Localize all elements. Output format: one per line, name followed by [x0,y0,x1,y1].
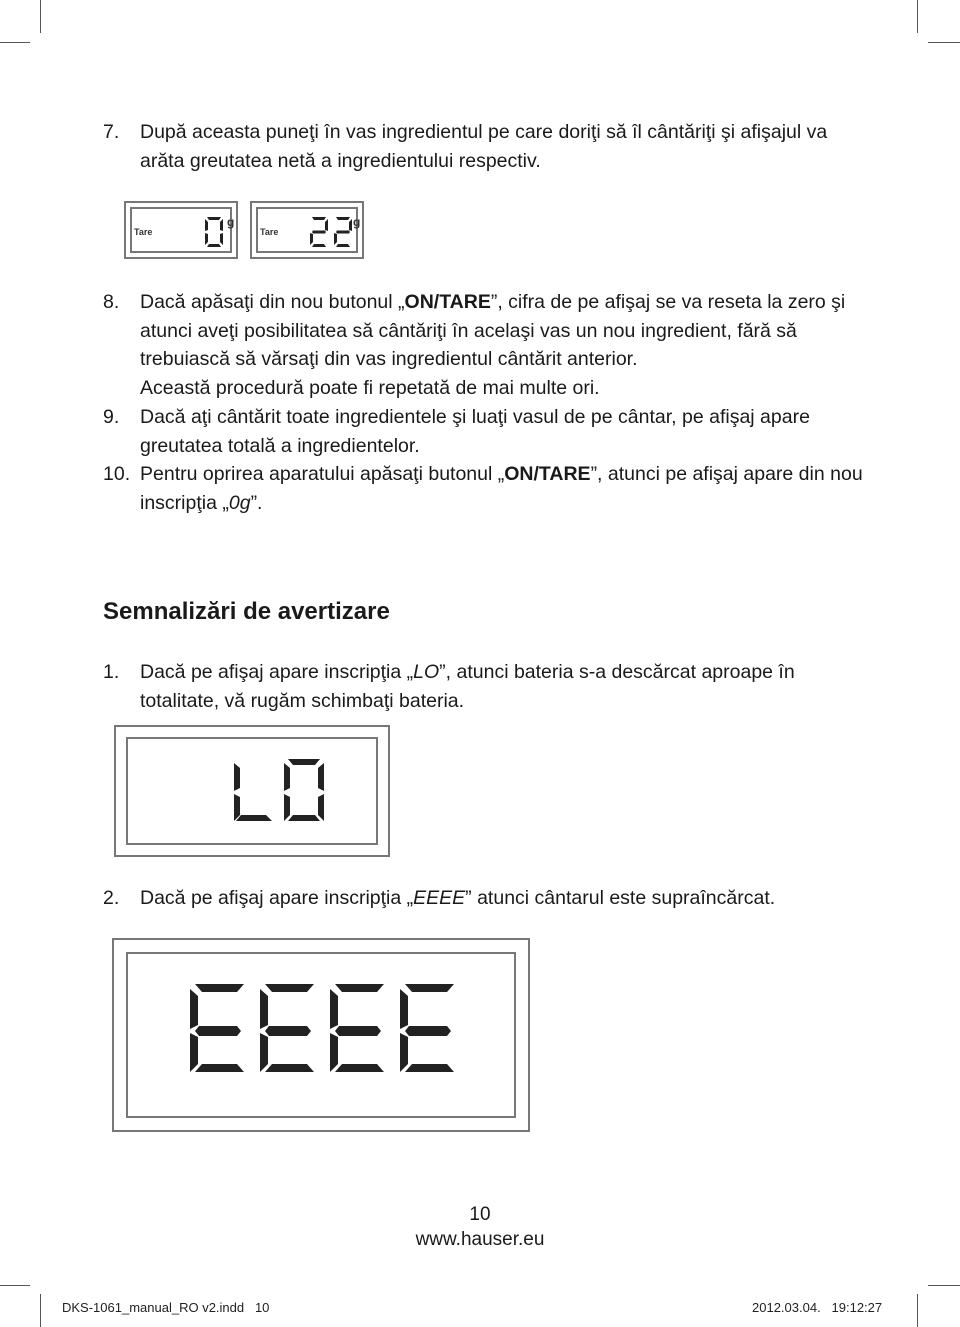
step-8 [103,288,873,402]
step-text [140,460,873,517]
scale-display-zero [124,201,238,259]
section-heading: Semnalizări de avertizare [103,598,390,625]
step-text: După aceasta puneţi în vas ingredientul pe care doriţi să îl cântăriţi şi afişajul va arăta greutatea netă a ingredientului respectiv. [140,121,828,172]
digit-reading-lo [232,759,328,825]
crop-mark [0,1285,30,1286]
file-slug: DKS-1061_manual_RO v2.indd 10 [62,1300,270,1315]
timestamp: 2012.03.04. 19:12:27 [752,1300,883,1315]
text-fragment: EEEE [413,887,466,909]
digit-reading-22 [309,216,354,248]
crop-mark [40,0,41,33]
step-number: 10. [103,463,131,485]
step-text [140,884,873,913]
text-fragment: Dacă pe afişaj apare inscripţia „ [140,887,414,909]
step-number: 8. [103,291,120,313]
step-7 [103,118,873,175]
text-fragment: ”, atunci pe afişaj apare din nou inscripţia „ [140,463,863,514]
text-fragment: Pentru oprirea aparatului apăsaţi butonul „ [140,463,505,485]
step-text [140,658,873,715]
text-fragment: Dacă pe afişaj apare inscripţia „ [140,661,414,683]
button-name-on-tare: ON/TARE [504,463,591,485]
digit-reading-eeee [188,984,460,1078]
unit-label: g [227,215,235,229]
unit-label: g [353,215,361,229]
crop-mark [0,42,30,43]
crop-mark [40,1294,41,1327]
text-fragment: Această procedură poate fi repetată de mai multe ori. [140,376,600,399]
warning-2 [103,884,873,913]
step-10 [103,460,873,517]
step-number: 9. [103,406,120,428]
text-fragment: ” atunci cântarul este supraîncărcat. [465,887,776,909]
text-fragment: Dacă apăsaţi din nou butonul „ [140,291,405,313]
text-fragment: LO [413,661,440,683]
website: www.hauser.eu [415,1229,545,1250]
crop-mark [928,42,960,43]
step-9 [103,403,873,460]
scale-display-lo [114,725,390,857]
digit-reading-0 [204,216,224,248]
scale-display-22 [250,201,364,259]
step-text [140,288,873,402]
tare-label: Tare [260,227,279,237]
step-number: 2. [103,887,120,909]
crop-mark [917,1294,918,1327]
crop-mark [928,1285,960,1286]
scale-display-eeee [112,938,530,1132]
crop-mark [917,0,918,33]
text-fragment: ”, cifra de pe afişaj se va reseta la zero şi atunci aveţi posibilitatea să cântăriţi în acelaşi vas un nou ingredient, fără să trebuiască să vărsaţi din vas ingredientul cântărit anterior. [140,291,846,371]
text-fragment: ”. [250,491,263,514]
step-text: Dacă aţi cântărit toate ingredientele şi luaţi vasul de pe cântar, pe afişaj apare greutatea totală a ingredientelor. [140,406,810,457]
page-number: 10 [469,1204,491,1225]
tare-label: Tare [134,227,153,237]
button-name-on-tare: ON/TARE [404,291,491,313]
step-number: 7. [103,121,120,143]
text-fragment: ”, atunci bateria s-a descărcat aproape în totalitate, vă rugăm schimbaţi bateria. [140,661,795,712]
text-fragment: 0g [228,491,251,514]
warning-1 [103,658,873,715]
step-number: 1. [103,661,120,683]
